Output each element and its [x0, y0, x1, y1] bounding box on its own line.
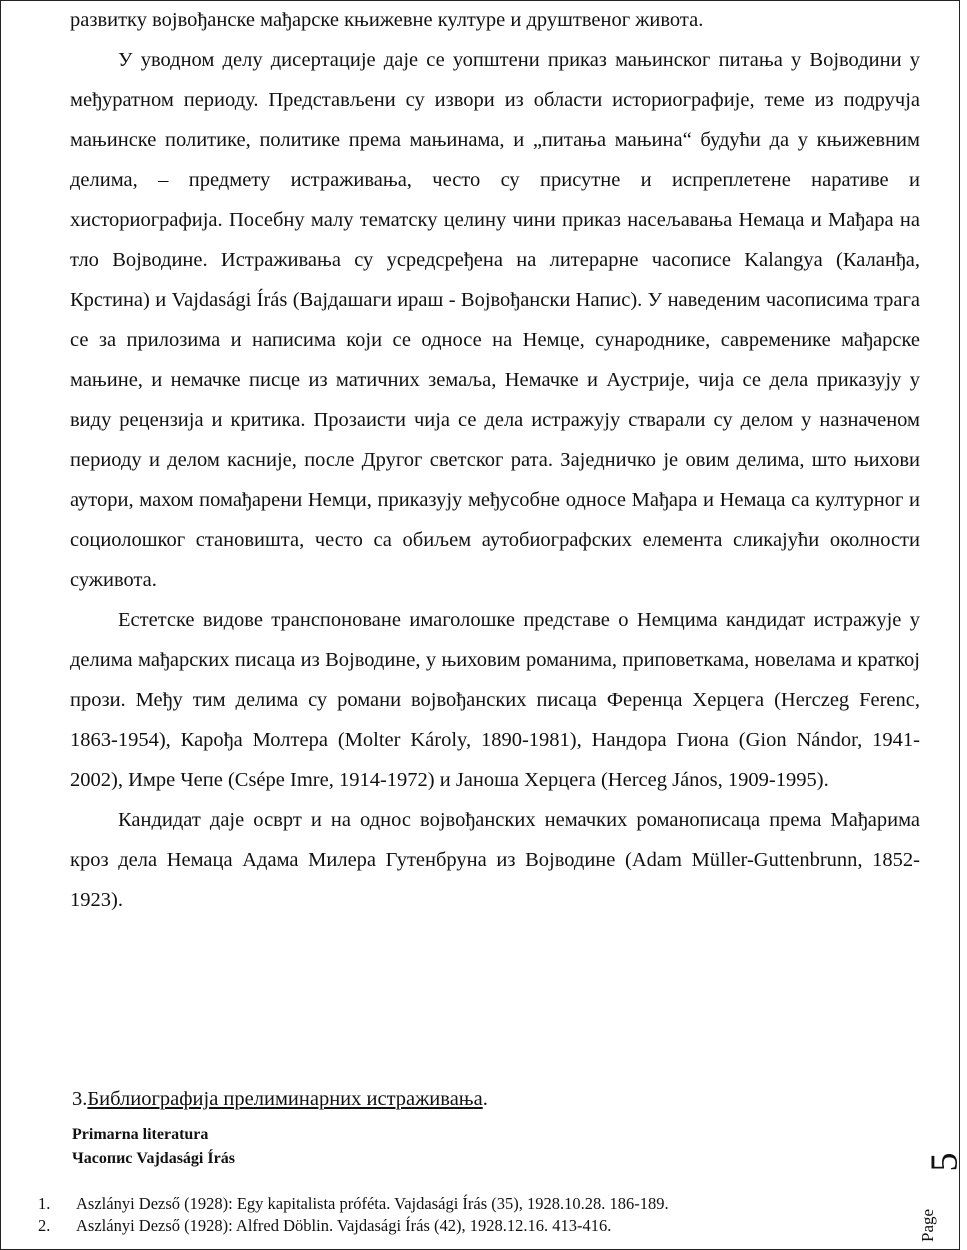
- reference-number: 2.: [38, 1216, 51, 1235]
- reference-number: 1.: [38, 1194, 51, 1213]
- paragraph-continuation: развитку војвођанске мађарске књижевне културе и друштвеног живота.: [70, 9, 704, 31]
- page-number: [918, 1152, 966, 1248]
- body-text: [70, 0, 920, 920]
- section-heading: [72, 1083, 488, 1115]
- reference-text: Aszlányi Dezső (1928): Egy kapitalista próféta. Vajdasági Írás (35), 1928.10.28. 186-189.: [76, 1194, 669, 1213]
- paragraph-candidate: Кандидат даје осврт и на однос војвођанских немачких романописаца према Мађарима кроз дела Немаца Адама Милера Гутенбруна из Војводине (Adam Müller-Guttenbrunn, 1852-1923).: [70, 809, 920, 911]
- section-number: 3.: [72, 1088, 88, 1110]
- reference-item: [38, 1215, 858, 1237]
- section-trailing: .: [482, 1088, 488, 1110]
- page-number-value: 5: [923, 1152, 966, 1172]
- paragraph-intro: У уводном делу дисертације даје се уопштени приказ мањинског питања у Војводини у међуратном периоду. Представљени су извори из области историографије, теме из подручја мањинске политике, политике према мањинама, и „питања мањина“ будући да у књижевним делима, – предмету истраживања, често су присутне и испреплетене наративе и хисториографија. Посебну малу тематску целину чини приказ насељавања Немаца и Мађара на тло Војводине. Истраживања су усредсређена на литерарне часописе Kalangya (Каланђа, Крстина) и Vajdasági Írás (Вајдашаги ираш - Војвођански Напис). У наведеним часописима трага се за прилозима и написима који се односе на Немце, сународнике, савременике мађарске мањине, и немачке писце из матичних земаља, Немачке и Аустрије, чија се дела приказују у виду рецензија и критика. Прозаисти чија се дела истражују стварали су делом у назначеном периоду и делом касније, после Другог светског рата. Заједничко је овим делима, што њихови аутори, махом помађарени Немци, приказују међусобне односе Мађара и Немаца са културног и социолошког становишта, често са обиљем аутобиографских елемента сликајући околности суживота.: [70, 49, 920, 591]
- reference-list: [38, 1193, 858, 1237]
- reference-item: [38, 1193, 858, 1215]
- page-label: Page: [918, 1208, 937, 1242]
- subheading-journal: Часопис Vajdasági Írás: [72, 1150, 235, 1167]
- paragraph-aesthetics: Естетске видове транспоноване имаголошке представе о Немцима кандидат истражује у делима мађарских писаца из Војводине, у њиховим романима, приповеткама, новелама и краткој прози. Међу тим делима су романи војвођанских писаца Ференца Херцега (Herczeg Ferenc, 1863-1954), Карођа Молтера (Molter Károly, 1890-1981), Нандора Гиона (Gion Nándor, 1941-2002), Имре Чепе (Csépe Imre, 1914-1972) и Јаноша Херцега (Herceg János, 1909-1995).: [70, 609, 920, 791]
- section-title: Библиографија прелиминарних истраживања: [87, 1088, 483, 1110]
- reference-text: Aszlányi Dezső (1928): Alfred Döblin. Vajdasági Írás (42), 1928.12.16. 413-416.: [76, 1216, 612, 1235]
- subheading-primary-literature: Primarna literatura: [72, 1126, 209, 1143]
